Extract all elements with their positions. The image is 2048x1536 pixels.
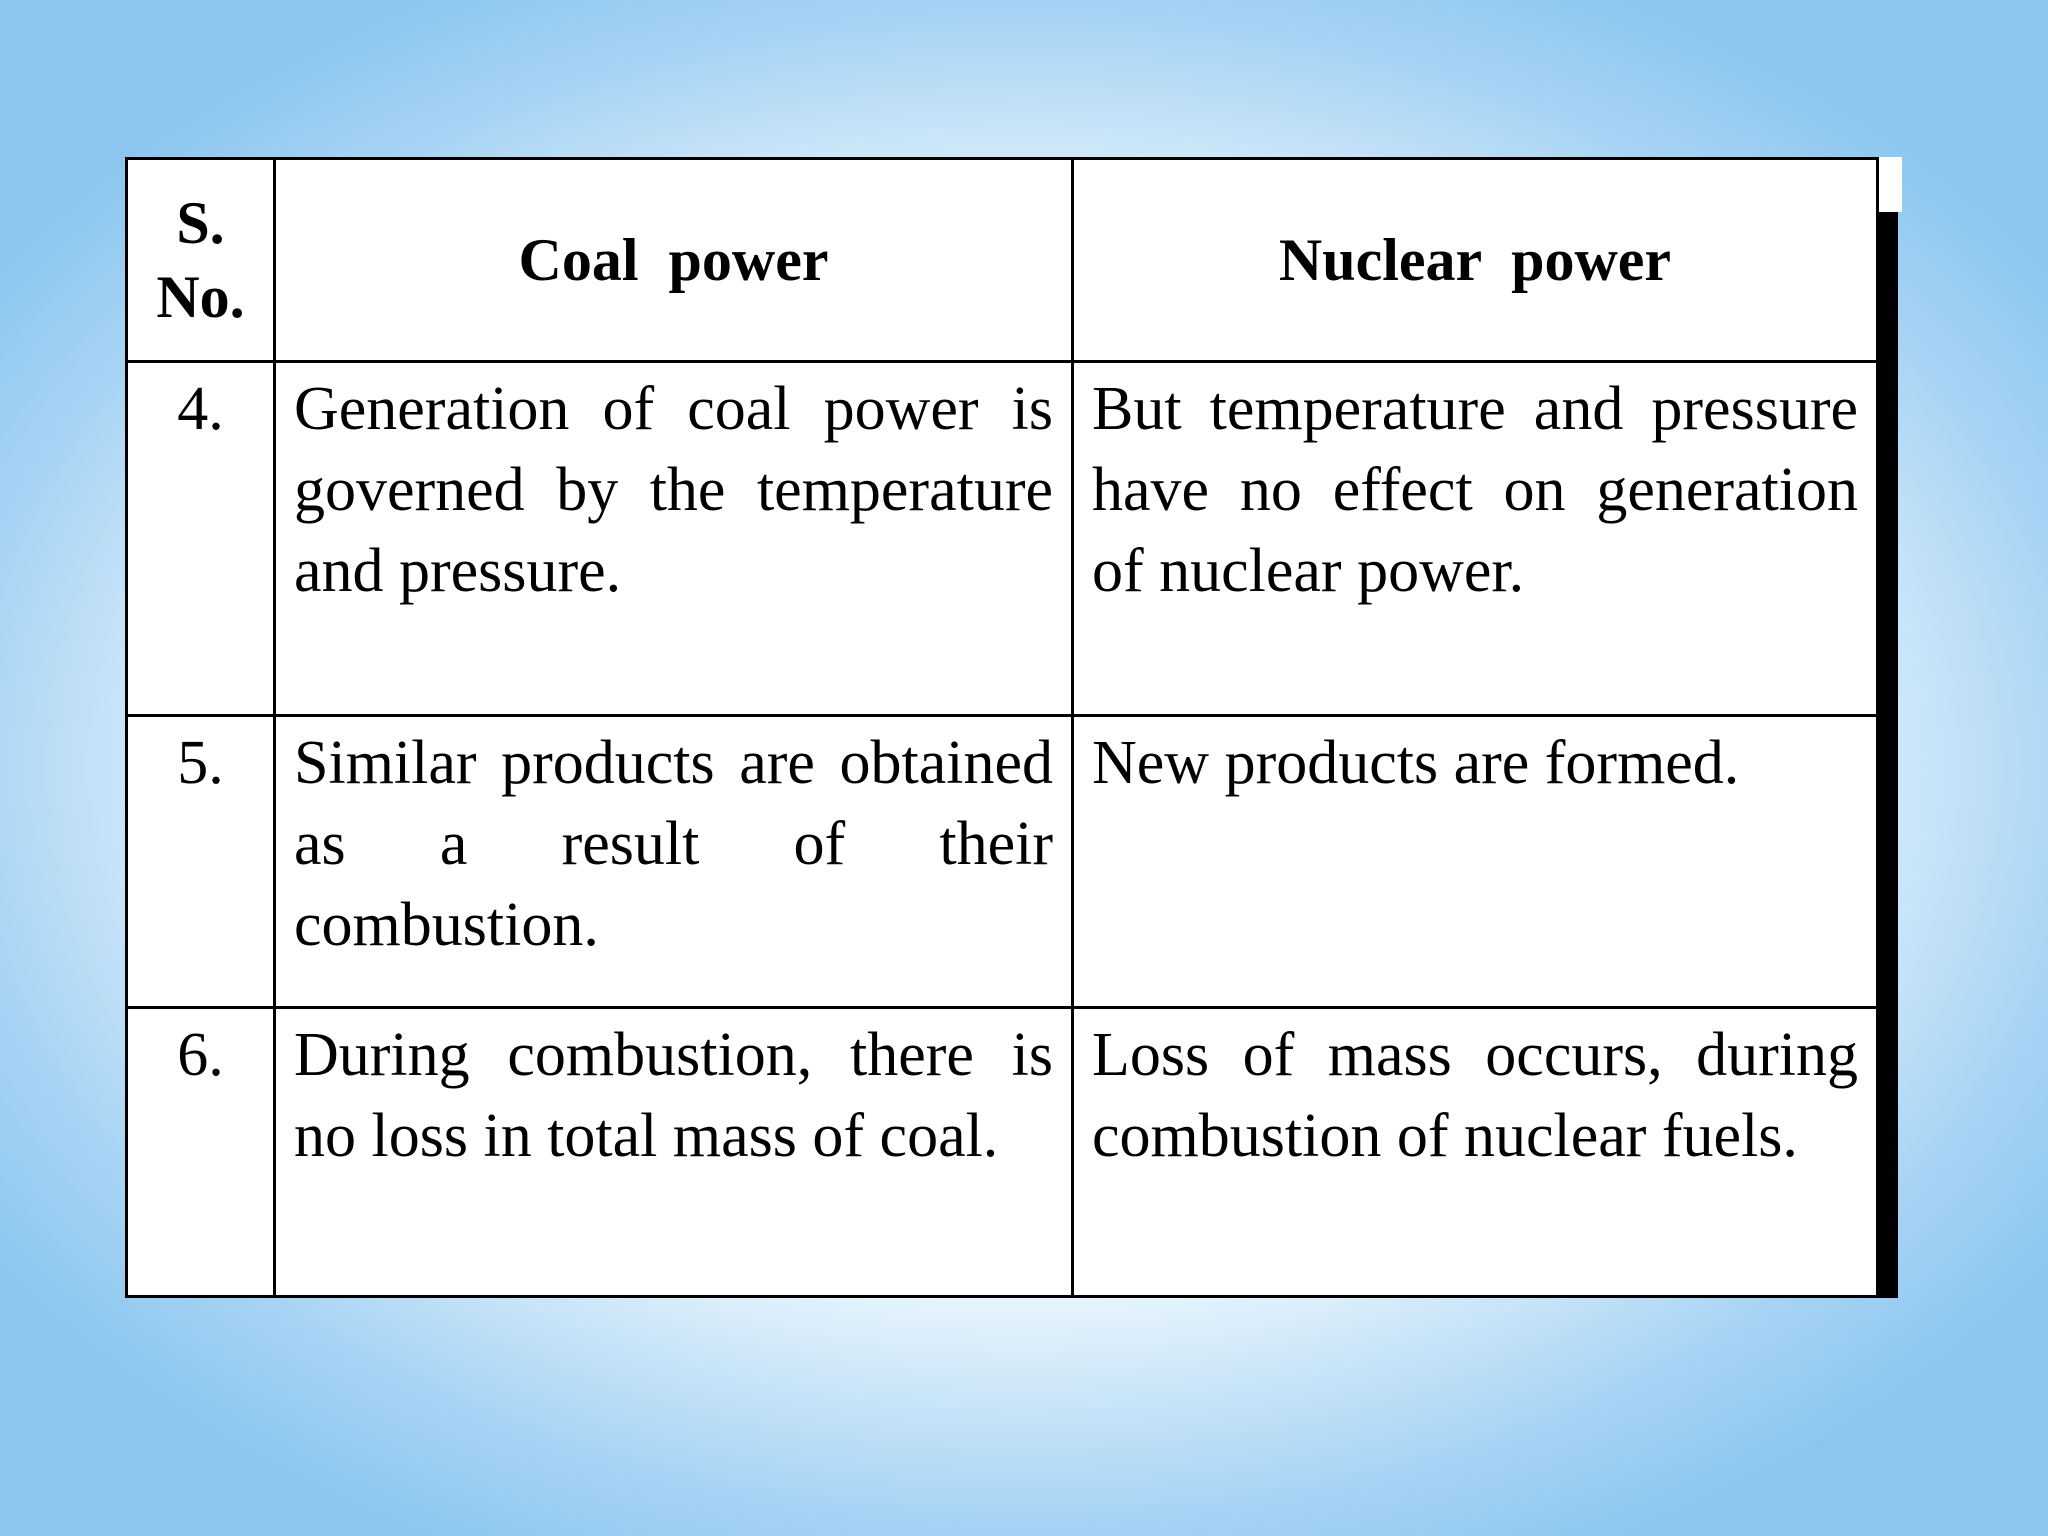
table-header-row bbox=[127, 159, 1878, 362]
row-coal-text: During combustion, there is no loss in total mass of coal. bbox=[275, 1008, 1073, 1297]
table-shadow-top bbox=[1876, 157, 1902, 212]
row-serial-number: 4. bbox=[127, 362, 275, 716]
comparison-table bbox=[125, 157, 1879, 1298]
header-coal-power: Coal power bbox=[275, 159, 1073, 362]
table-shadow-bar bbox=[1876, 212, 1898, 1298]
row-coal-text: Generation of coal power is governed by the temperature and pressure. bbox=[275, 362, 1073, 716]
row-coal-text: Similar products are obtained as a result of their combustion. bbox=[275, 716, 1073, 1008]
row-nuclear-text: But temperature and pressure have no effect on generation of nuclear power. bbox=[1073, 362, 1878, 716]
row-serial-number: 6. bbox=[127, 1008, 275, 1297]
row-nuclear-text: Loss of mass occurs, during combustion of nuclear fuels. bbox=[1073, 1008, 1878, 1297]
row-nuclear-text: New products are formed. bbox=[1073, 716, 1878, 1008]
header-nuclear-power: Nuclear power bbox=[1073, 159, 1878, 362]
table-row bbox=[127, 716, 1878, 1008]
row-serial-number: 5. bbox=[127, 716, 275, 1008]
header-serial-number: S. No. bbox=[127, 159, 275, 362]
comparison-table-container bbox=[125, 157, 1876, 1295]
table-row bbox=[127, 362, 1878, 716]
table-row bbox=[127, 1008, 1878, 1297]
